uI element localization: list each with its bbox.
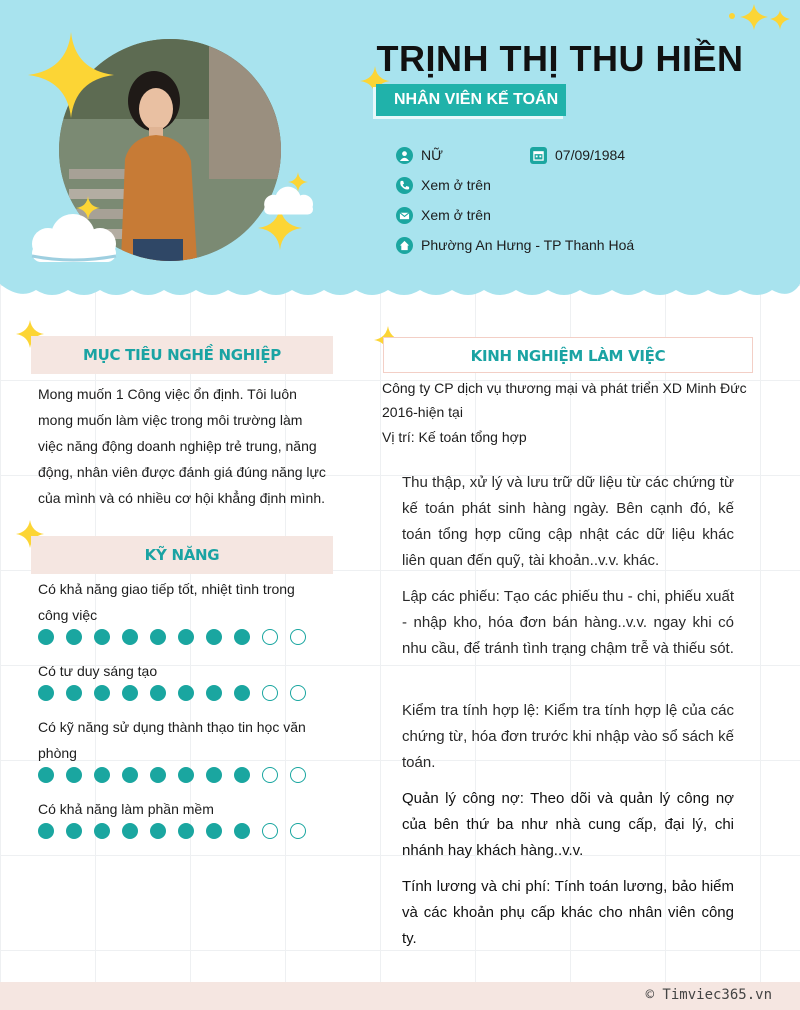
address-value: Phường An Hưng - TP Thanh Hoá xyxy=(421,237,635,253)
calendar-icon xyxy=(530,147,547,164)
rating-dot-empty xyxy=(290,823,306,839)
rating-dot-filled xyxy=(150,767,166,783)
gender-row xyxy=(396,145,443,165)
rating-dot-filled xyxy=(234,767,250,783)
experience-heading: KINH NGHIỆM LÀM VIỆC xyxy=(383,337,753,373)
duty-item: Lập các phiếu: Tạo các phiếu thu - chi, phiếu xuất - nhập kho, hóa đơn bán hàng..v.v. ngay khi có nhu cầu, để tránh tình trạng chậm trễ và thiếu sót. xyxy=(402,588,734,657)
rating-dot-filled xyxy=(38,823,54,839)
rating-dot-filled xyxy=(122,823,138,839)
rating-dot-filled xyxy=(94,767,110,783)
objective-line: Mong muốn 1 Công việc ổn định. Tôi luôn xyxy=(38,386,297,402)
rating-dot-filled xyxy=(150,685,166,701)
skill-rating xyxy=(38,767,318,783)
rating-dot-filled xyxy=(38,767,54,783)
rating-dot-filled xyxy=(94,823,110,839)
rating-dot-filled xyxy=(234,823,250,839)
duty-item: Kiểm tra tính hợp lệ: Kiểm tra tính hợp lệ của các chứng từ, hóa đơn trước khi nhập vào sổ sách kế toán. xyxy=(402,702,734,771)
copyright-text: © Timviec365.vn xyxy=(645,987,772,1003)
rating-dot-filled xyxy=(122,629,138,645)
user-icon xyxy=(396,147,413,164)
rating-dot-empty xyxy=(290,685,306,701)
objective-line: của mình và có nhiều cơ hội khẳng định mình. xyxy=(38,490,326,506)
rating-dot-filled xyxy=(94,685,110,701)
duty-item: Tính lương và chi phí: Tính toán lương, bảo hiểm và các khoản phụ cấp khác cho nhân viên công ty. xyxy=(402,878,734,947)
footer-bar xyxy=(0,982,800,1010)
rating-dot-filled xyxy=(234,685,250,701)
rating-dot-filled xyxy=(66,823,82,839)
phone-icon xyxy=(396,177,413,194)
rating-dot-filled xyxy=(94,629,110,645)
skills-heading: KỸ NĂNG xyxy=(31,536,333,574)
rating-dot-filled xyxy=(206,767,222,783)
rating-dot-filled xyxy=(206,823,222,839)
rating-dot-filled xyxy=(206,629,222,645)
rating-dot-empty xyxy=(290,629,306,645)
cloud-icon xyxy=(18,210,128,264)
gender-value: NỮ xyxy=(421,147,444,163)
rating-dot-filled xyxy=(150,629,166,645)
email-value: Xem ở trên xyxy=(421,207,491,223)
rating-dot-filled xyxy=(38,685,54,701)
rating-dot-filled xyxy=(178,685,194,701)
skill-name: Có khả năng làm phần mềm xyxy=(38,801,214,817)
rating-dot-filled xyxy=(66,685,82,701)
rating-dot-filled xyxy=(122,685,138,701)
rating-dot-filled xyxy=(66,629,82,645)
address-row xyxy=(396,235,634,255)
company-name: Công ty CP dịch vụ thương mại và phát triển XD Minh Đức xyxy=(382,380,747,396)
sparkle-icon xyxy=(724,4,794,34)
rating-dot-filled xyxy=(38,629,54,645)
rating-dot-empty xyxy=(262,685,278,701)
star-icon xyxy=(28,32,114,118)
rating-dot-filled xyxy=(178,767,194,783)
objective-line: việc năng động doanh nghiệp trẻ trung, năng xyxy=(38,438,317,454)
scalloped-edge xyxy=(0,266,800,302)
objective-line: động, nhân viên được đánh giá đúng năng lực xyxy=(38,464,326,480)
rating-dot-filled xyxy=(178,629,194,645)
home-icon xyxy=(396,237,413,254)
position-title: Vị trí: Kế toán tổng hợp xyxy=(382,429,527,445)
cloud-icon xyxy=(256,184,320,216)
birthdate-value: 07/09/1984 xyxy=(555,147,626,163)
skill-rating xyxy=(38,823,318,839)
rating-dot-empty xyxy=(290,767,306,783)
rating-dot-empty xyxy=(262,767,278,783)
phone-row xyxy=(396,175,491,195)
duty-item: Quản lý công nợ: Theo dõi và quản lý công nợ của bên thứ ba như nhà cung cấp, đại lý, chi nhánh hay khách hàng..v.v. xyxy=(402,790,734,859)
birthdate-row xyxy=(530,145,625,165)
skill-name: Có tư duy sáng tạo xyxy=(38,663,158,679)
duty-item: Thu thập, xử lý và lưu trữ dữ liệu từ các chứng từ kế toán phát sinh hàng ngày. Bên cạnh đó, kế toán tổng hợp cũng cập nhật các dữ liệu khác liên quan đến quỹ, tài khoản..v.v. khác. xyxy=(402,474,734,569)
email-row xyxy=(396,205,491,225)
phone-value: Xem ở trên xyxy=(421,177,491,193)
rating-dot-filled xyxy=(178,823,194,839)
objective-heading: MỤC TIÊU NGHỀ NGHIỆP xyxy=(31,336,333,374)
rating-dot-empty xyxy=(262,629,278,645)
rating-dot-filled xyxy=(150,823,166,839)
skill-rating xyxy=(38,629,318,645)
rating-dot-filled xyxy=(234,629,250,645)
rating-dot-filled xyxy=(206,685,222,701)
objective-line: mong muốn làm việc trong môi trường làm xyxy=(38,412,303,428)
rating-dot-filled xyxy=(66,767,82,783)
rating-dot-filled xyxy=(122,767,138,783)
skill-rating xyxy=(38,685,318,701)
job-title-badge: NHÂN VIÊN KẾ TOÁN xyxy=(376,84,566,116)
skill-name: Có kỹ năng sử dụng thành thạo tin học văn phòng xyxy=(38,719,306,761)
work-period: 2016-hiện tại xyxy=(382,404,463,420)
rating-dot-empty xyxy=(262,823,278,839)
candidate-name: TRỊNH THỊ THU HIỀN xyxy=(376,38,744,79)
skill-name: Có khả năng giao tiếp tốt, nhiệt tình trong công việc xyxy=(38,581,295,623)
mail-icon xyxy=(396,207,413,224)
